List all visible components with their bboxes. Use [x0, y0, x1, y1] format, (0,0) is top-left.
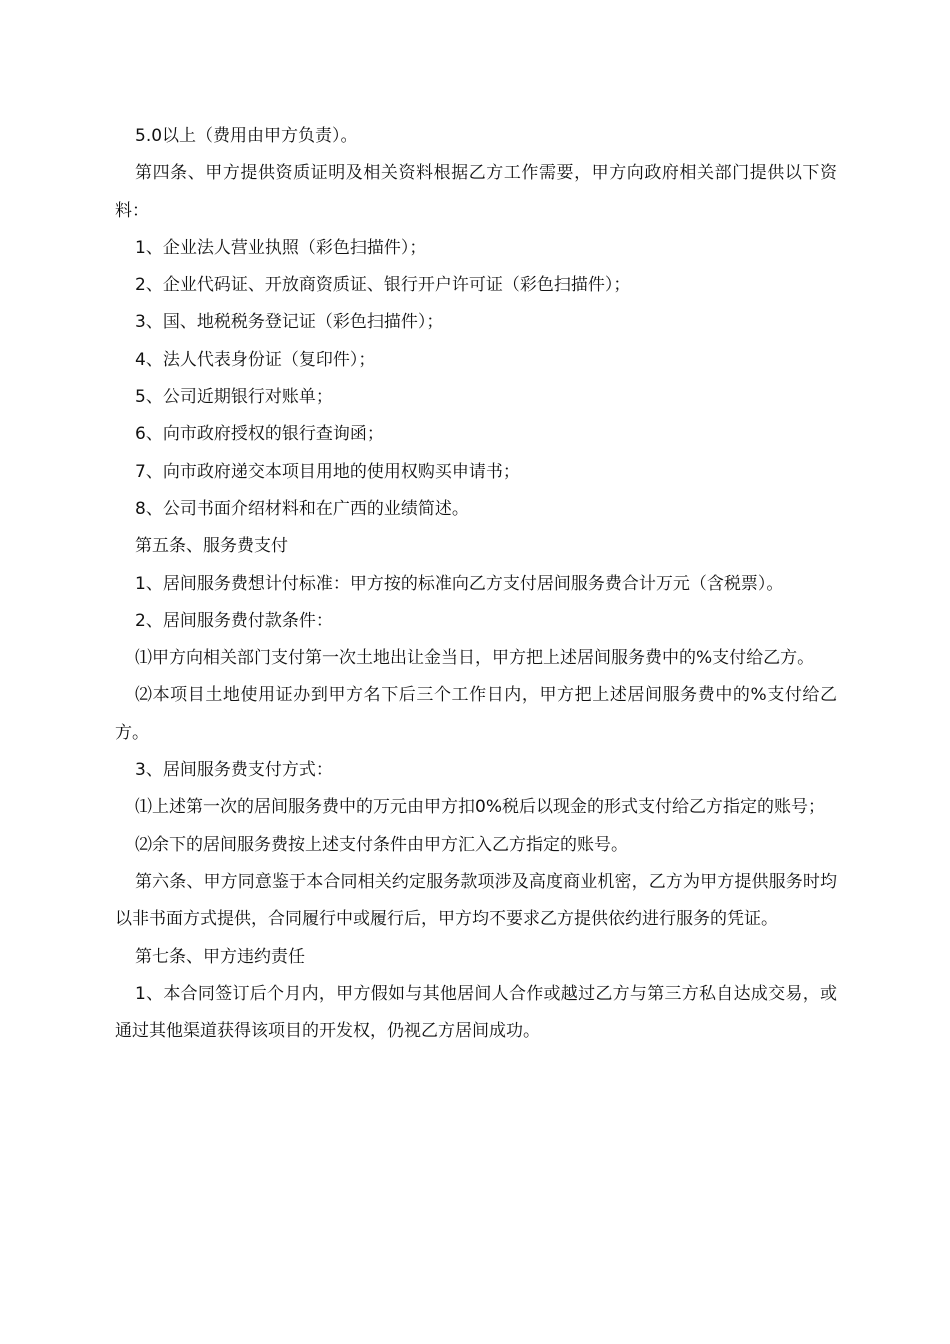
article-7-item-1: 1、本合同签订后个月内，甲方假如与其他居间人合作或越过乙方与第三方私自达成交易，或通过其他渠道获得该项目的开发权，仍视乙方居间成功。	[115, 983, 837, 1042]
article-5-item-2-sub-2: ⑵本项目土地使用证办到甲方名下后三个工作日内，甲方把上述居间服务费中的%支付给乙方。	[115, 685, 837, 743]
article-5-item-3: 3、居间服务费支付方式：	[135, 760, 333, 781]
list-item-1: 1、企业法人营业执照（彩色扫描件）；	[135, 237, 427, 258]
list-item-3: 3、国、地税税务登记证（彩色扫描件）；	[135, 312, 444, 333]
article-5-item-3-sub-2: ⑵余下的居间服务费按上述支付条件由甲方汇入乙方指定的账号。	[135, 834, 628, 855]
list-item-4: 4、法人代表身份证（复印件）；	[135, 349, 376, 370]
article-6-paragraph: 第六条、甲方同意鉴于本合同相关约定服务款项涉及高度商业机密，乙方为甲方提供服务时均以非书面方式提供，合同履行中或履行后，甲方均不要求乙方提供依约进行服务的凭证。	[115, 871, 837, 930]
document-body	[115, 118, 837, 1050]
article-5-item-3-sub-1: ⑴上述第一次的居间服务费中的万元由甲方扣0%税后以现金的形式支付给乙方指定的账号；	[135, 797, 825, 818]
list-item-5: 5、公司近期银行对账单；	[135, 387, 333, 408]
list-item-2: 2、企业代码证、开放商资质证、银行开户许可证（彩色扫描件）；	[135, 275, 631, 296]
list-item-7: 7、向市政府递交本项目用地的使用权购买申请书；	[135, 461, 520, 482]
list-item-6: 6、向市政府授权的银行查询函；	[135, 424, 384, 445]
article-5-item-1: 1、居间服务费想计付标准：甲方按的标准向乙方支付居间服务费合计万元（含税票）。	[135, 573, 784, 594]
paragraph-continuation: 5.0以上（费用由甲方负责）。	[135, 126, 358, 146]
article-4-heading: 第四条、甲方提供资质证明及相关资料根据乙方工作需要，甲方向政府相关部门提供以下资料：	[115, 163, 837, 221]
article-5-heading: 第五条、服务费支付	[135, 536, 288, 557]
article-5-item-2-sub-1: ⑴甲方向相关部门支付第一次土地出让金当日，甲方把上述居间服务费中的%支付给乙方。	[135, 648, 815, 669]
list-item-8: 8、公司书面介绍材料和在广西的业绩简述。	[135, 498, 469, 519]
article-7-heading: 第七条、甲方违约责任	[135, 946, 305, 967]
article-5-item-2: 2、居间服务费付款条件：	[135, 610, 333, 631]
